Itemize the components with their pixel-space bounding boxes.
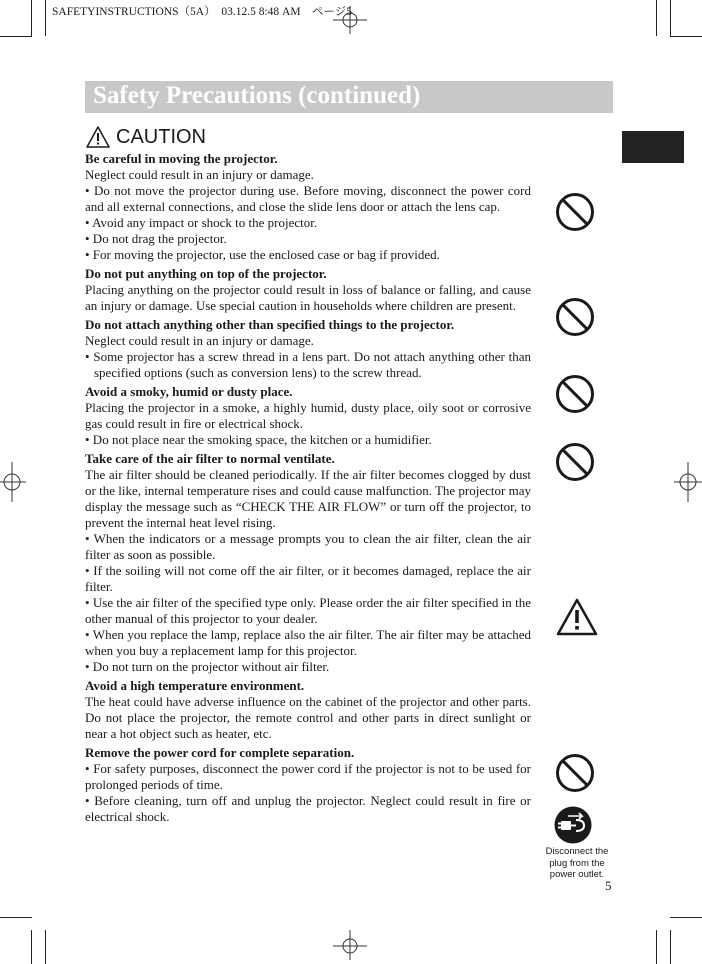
paragraph: • Avoid any impact or shock to the projector. [85,215,318,230]
section-moving [85,151,531,263]
section-heading: Avoid a high temperature environment. [85,678,305,693]
crop-mark [670,0,671,36]
crop-mark [670,930,671,964]
crop-mark [0,917,32,918]
warning-triangle-icon [86,126,110,148]
section-nothing-on-top [85,266,531,314]
crop-mark [31,930,32,964]
paragraph: Neglect could result in an injury or damage. [85,333,314,348]
prohibition-icon [555,374,595,414]
paragraph: • Do not turn on the projector without air filter. [85,659,330,674]
section-smoky-place [85,384,531,448]
paragraph: • Some projector has a screw thread in a lens part. Do not attach anything other than specified options (such as conversion lens) to the screw thread. [85,349,531,380]
caution-heading [86,124,206,150]
paragraph: • For safety purposes, disconnect the power cord if the projector is not to be used for prolonged periods of time. [85,761,531,792]
paragraph: • Do not move the projector during use. Before moving, disconnect the power cord and all external connections, and close the slide lens door or attach the lens cap. [85,183,531,214]
warning-triangle-icon [556,598,598,636]
paragraph: The air filter should be cleaned periodically. If the air filter becomes clogged by dust or the like, internal temperature rises and could cause malfunction. The projector may display the message such as “CHECK THE AIR FLOW” or turn off the projector, to prevent the internal heat level rising. [85,467,531,530]
registration-mark [674,462,702,502]
section-heading: Be careful in moving the projector. [85,151,278,166]
paragraph: • Do not place near the smoking space, the kitchen or a humidifier. [85,432,432,447]
paragraph: • Use the air filter of the specified type only. Please order the air filter specified in the other manual of this projector to your dealer. [85,595,531,626]
section-heading: Avoid a smoky, humid or dusty place. [85,384,293,399]
prohibition-icon [555,297,595,337]
crop-mark [670,917,702,918]
safety-text [85,151,531,828]
registration-mark [0,462,26,502]
section-high-temperature [85,678,531,742]
caution-label: CAUTION [116,125,206,148]
language-tab [622,131,684,163]
registration-mark [333,930,367,960]
prohibition-icon [555,753,595,793]
page-number: 5 [605,878,612,893]
title-bar [85,81,613,113]
paragraph: • For moving the projector, use the enclosed case or bag if provided. [85,247,440,262]
crop-mark [0,36,32,37]
page-title: Safety Precautions (continued) [93,82,421,109]
section-attachments [85,317,531,381]
section-heading: Do not put anything on top of the projector. [85,266,327,281]
prohibition-icon [555,442,595,482]
unplug-icon [554,806,592,844]
crop-mark [656,0,657,36]
print-header: SAFETYINSTRUCTIONS（5A） 03.12.5 8:48 AM ページ5 [52,6,353,18]
paragraph: Placing anything on the projector could result in loss of balance or falling, and cause an injury or damage. Use special caution in households where children are present. [85,282,531,313]
paragraph: • If the soiling will not come off the air filter, or it becomes damaged, replace the air filter. [85,563,531,594]
paragraph: • When you replace the lamp, replace also the air filter. The air filter may be attached when you buy a replacement lamp for this projector. [85,627,531,658]
crop-mark [45,930,46,964]
section-heading: Remove the power cord for complete separation. [85,745,355,760]
paragraph: • Before cleaning, turn off and unplug the projector. Neglect could result in fire or electrical shock. [85,793,531,824]
prohibition-icon [555,192,595,232]
paragraph: Placing the projector in a smoke, a highly humid, dusty place, oily soot or corrosive gas could result in fire or electrical shock. [85,400,531,431]
disconnect-caption: Disconnect the plug from the power outlet. [545,846,609,880]
crop-mark [45,0,46,36]
paragraph: • When the indicators or a message prompts you to clean the air filter, clean the air filter as soon as possible. [85,531,531,562]
paragraph: The heat could have adverse influence on the cabinet of the projector and other parts. Do not place the projector, the remote control and other parts in direct sunlight or near a hot object such as heater, etc. [85,694,531,741]
section-air-filter [85,451,531,675]
section-heading: Take care of the air filter to normal ventilate. [85,451,335,466]
crop-mark [656,930,657,964]
paragraph: • Do not drag the projector. [85,231,227,246]
section-power-cord [85,745,531,825]
crop-mark [670,36,702,37]
crop-mark [31,0,32,36]
paragraph: Neglect could result in an injury or damage. [85,167,314,182]
section-heading: Do not attach anything other than specified things to the projector. [85,317,455,332]
